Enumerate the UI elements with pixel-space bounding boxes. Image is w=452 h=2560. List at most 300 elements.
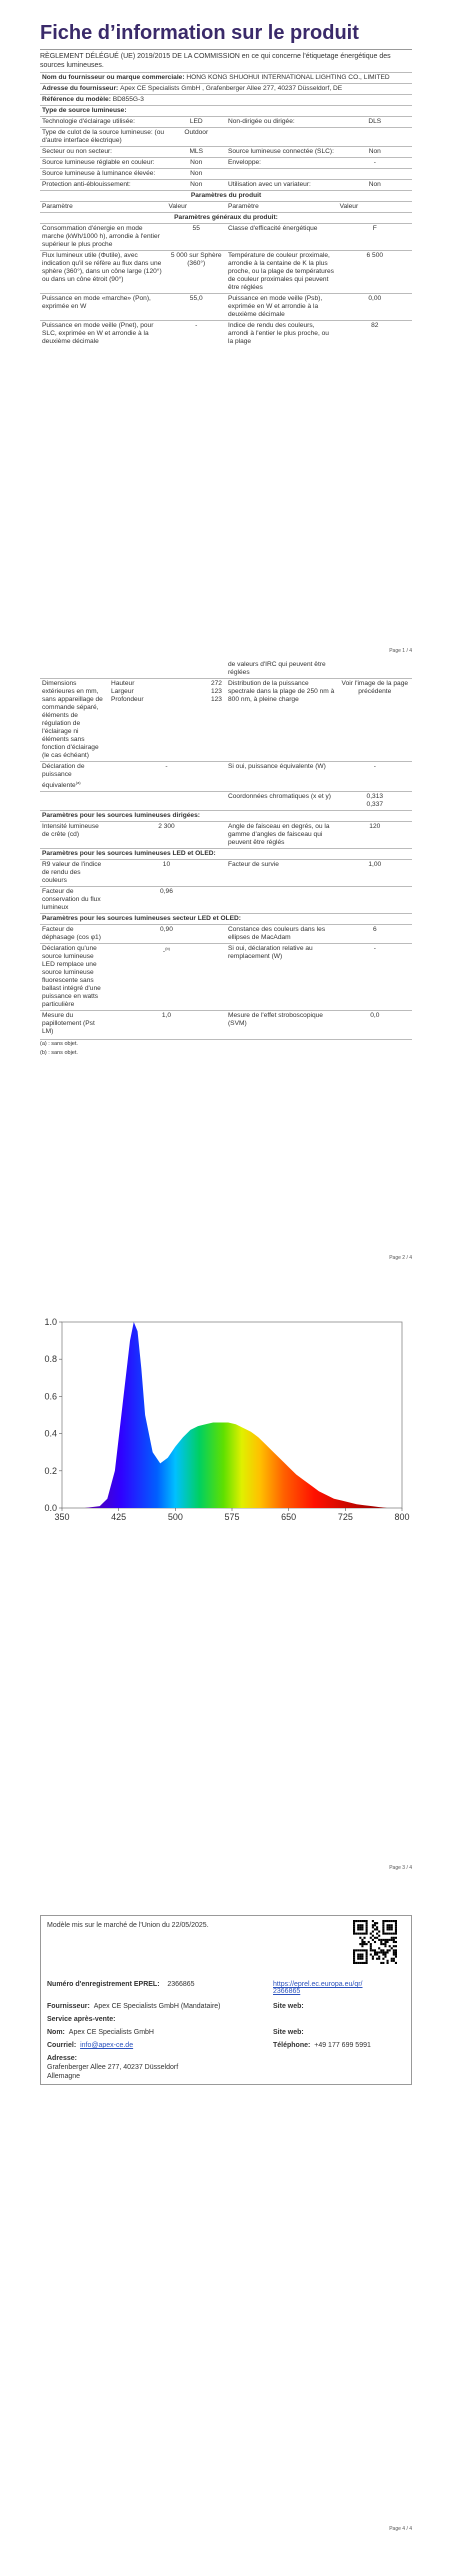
qr-cell <box>395 1949 397 1951</box>
qr-cell <box>361 1962 363 1964</box>
qr-cell <box>382 1939 384 1941</box>
qr-cell <box>363 1941 365 1943</box>
cell-text: - <box>162 948 166 956</box>
qr-cell <box>382 1958 384 1960</box>
qr-cell <box>366 1951 368 1953</box>
qr-cell <box>389 1924 391 1926</box>
cell-v1 <box>166 128 226 147</box>
cell-v1 <box>166 224 226 251</box>
params-table <box>40 190 412 347</box>
qr-cell <box>361 1939 363 1941</box>
market-date: Modèle mis sur le marché de l'Union du 22/05/2025. <box>47 1922 209 1929</box>
qr-cell <box>391 1920 393 1922</box>
qr-cell <box>387 1924 389 1926</box>
qr-cell <box>374 1941 376 1943</box>
cell-text: Technologie d'éclairage utilisée: <box>42 118 135 125</box>
qr-cell <box>382 1922 384 1924</box>
equiv-sup: (a) <box>75 780 81 785</box>
y-tick-label: 0.0 <box>44 1503 57 1513</box>
supplier-value: HONG KONG SHUOHUI INTERNATIONAL LIGHTING CO., LIMITED <box>186 74 390 81</box>
directed-header: Paramètres pour les sources lumineuses dirigées: <box>40 811 412 822</box>
qr-cell <box>361 1949 363 1951</box>
table-row <box>40 128 412 147</box>
dimension-name: Largeur <box>110 688 134 695</box>
dimension-name: Profondeur <box>110 696 144 703</box>
cell-l1 <box>40 117 166 128</box>
directed-l2: Angle de faisceau en degrés, ou la gamme d'angles de faisceau qui peuvent être réglés <box>226 822 338 849</box>
cell-v2 <box>338 860 412 887</box>
mains-header: Paramètres pour les sources lumineuses secteur LED et OLED: <box>40 914 412 925</box>
qr-cell <box>374 1951 376 1953</box>
cell-l2 <box>226 887 338 914</box>
y-tick-label: 0.2 <box>44 1465 57 1476</box>
email-label: Courriel: <box>47 2042 77 2049</box>
x-tick-label: 800 <box>394 1512 410 1522</box>
equiv-label: Déclaration de puissance équivalente <box>42 763 85 790</box>
qr-cell <box>361 1924 363 1926</box>
qr-cell <box>395 1945 397 1947</box>
cell-text: - <box>373 159 376 166</box>
qr-cell <box>384 1920 386 1922</box>
qr-cell <box>357 1956 359 1958</box>
cell-v2 <box>338 887 412 914</box>
model-label: Référence du modèle: <box>42 96 111 103</box>
cell-v2 <box>338 251 412 294</box>
qr-cell <box>391 1933 393 1935</box>
table-row <box>40 224 412 251</box>
cell-text: Mesure du papillotement (Pst LM) <box>42 1012 95 1036</box>
cell-text: 10 <box>162 861 171 869</box>
qr-cell <box>382 1951 384 1953</box>
qr-cell <box>391 1960 393 1962</box>
eprel-link[interactable]: https://eprel.ec.europa.eu/qr/2366865 <box>273 1981 363 1995</box>
qr-cell <box>391 1926 393 1928</box>
params-table-cont <box>40 660 412 1037</box>
spectral-distribution-chart <box>40 1310 412 1530</box>
qr-cell <box>366 1960 368 1962</box>
directed-v1: 2 300 <box>107 822 226 849</box>
qr-cell <box>384 1941 386 1943</box>
cell-l1 <box>40 158 166 169</box>
name-value: Apex CE Specialists GmbH <box>68 2029 154 2036</box>
qr-cell <box>353 1928 355 1930</box>
supplier-label: Fournisseur: <box>47 2003 90 2010</box>
qr-cell <box>363 1943 365 1945</box>
qr-cell <box>382 1949 384 1951</box>
qr-cell <box>382 1943 384 1945</box>
y-tick-label: 0.8 <box>44 1354 57 1365</box>
qr-cell <box>376 1937 378 1939</box>
type-header: Type de source lumineuse: <box>40 106 412 117</box>
cell-text: 1,0 <box>161 1012 172 1020</box>
equiv-l2: Si oui, puissance équivalente (W) <box>226 762 338 792</box>
cell-v1 <box>107 860 226 887</box>
cell-l2 <box>226 925 338 944</box>
qr-cell <box>389 1949 391 1951</box>
table-row <box>40 180 412 191</box>
cell-l2 <box>226 294 338 321</box>
address-line-1: Grafenberger Allee 277, 40237 Düsseldorf <box>47 2064 179 2071</box>
table-row <box>40 117 412 128</box>
qr-cell <box>384 1945 386 1947</box>
eprel-row <box>47 1981 195 1988</box>
qr-cell <box>387 1949 389 1951</box>
dimensions-table <box>109 680 224 704</box>
qr-cell <box>376 1933 378 1935</box>
cell-l1 <box>40 1011 107 1038</box>
cell-text: Non <box>190 159 203 166</box>
qr-cell <box>363 1962 365 1964</box>
cell-l2 <box>226 860 338 887</box>
qr-cell <box>357 1926 359 1928</box>
cell-v1 <box>166 294 226 321</box>
cell-text: 0,90 <box>160 926 173 934</box>
footnotes <box>40 1039 412 1058</box>
cell-l2 <box>226 147 338 158</box>
qr-cell <box>366 1930 368 1932</box>
cell-v2 <box>338 294 412 321</box>
qr-cell <box>380 1943 382 1945</box>
qr-cell <box>357 1928 359 1930</box>
qr-cell <box>363 1937 365 1939</box>
qr-cell <box>366 1949 368 1951</box>
address-label: Adresse: <box>47 2055 77 2062</box>
cell-v2 <box>338 117 412 128</box>
general-header: Paramètres généraux du produit: <box>40 213 412 224</box>
qr-cell <box>357 1962 359 1964</box>
qr-cell <box>353 1962 355 1964</box>
cell-l2 <box>226 944 338 1011</box>
qr-cell <box>389 1933 391 1935</box>
qr-cell <box>378 1956 380 1958</box>
qr-cell <box>370 1943 372 1945</box>
cell-l2 <box>226 321 338 348</box>
qr-cell <box>368 1941 370 1943</box>
cell-text: Flux lumineux utile (Φutile), avec indication qu'il se réfère au flux dans une sphère (360°), dans un cône large (120°) ou dans un cône étroit (90°) <box>42 252 162 283</box>
qr-cell <box>361 1928 363 1930</box>
empty-cell <box>40 792 226 811</box>
qr-cell <box>387 1920 389 1922</box>
cell-l1 <box>40 147 166 158</box>
qr-cell <box>353 1920 355 1922</box>
chroma-x: 0,313 <box>366 793 384 801</box>
qr-cell <box>382 1954 384 1956</box>
cell-l1 <box>40 180 166 191</box>
qr-cell <box>361 1926 363 1928</box>
cell-text: - <box>373 945 376 953</box>
qr-cell <box>366 1920 368 1922</box>
cell-text: Non <box>190 170 203 177</box>
x-tick-label: 425 <box>111 1512 127 1522</box>
cell-v2 <box>338 158 412 169</box>
qr-cell <box>372 1924 374 1926</box>
qr-cell <box>357 1949 359 1951</box>
qr-cell <box>387 1960 389 1962</box>
email-link[interactable]: info@apex-ce.de <box>80 2042 134 2049</box>
cell-text: Source lumineuse à luminance élevée: <box>42 170 156 177</box>
qr-cell <box>389 1939 391 1941</box>
footnote-b: (b) : sans objet. <box>40 1050 78 1057</box>
cell-v1 <box>166 180 226 191</box>
qr-cell <box>357 1920 359 1922</box>
name-row <box>47 2029 154 2036</box>
qr-cell <box>370 1949 372 1951</box>
cell-text: 0,96 <box>160 888 173 896</box>
qr-cell <box>395 1928 397 1930</box>
cell-text: - <box>195 322 198 329</box>
dimension-row <box>109 680 224 688</box>
qr-cell <box>361 1920 363 1922</box>
cell-text: 6 <box>372 926 377 934</box>
qr-cell <box>363 1933 365 1935</box>
cell-text: 0,0 <box>370 1012 380 1020</box>
cell-text: Déclaration qu'une source lumineuse LED remplace une source lumineuse fluorescente sans ballast intégré d'une puissance en watts particulière <box>42 945 101 1009</box>
cri-continuation: de valeurs d'IRC qui peuvent être réglées <box>227 661 326 676</box>
cell-text: Constance des couleurs dans les ellipses de MacAdam <box>227 926 326 942</box>
qr-cell <box>361 1943 363 1945</box>
dimension-value: 123 <box>210 688 222 695</box>
qr-cell <box>359 1943 361 1945</box>
qr-cell <box>389 1926 391 1928</box>
table-row <box>40 294 412 321</box>
cell-text: R9 valeur de l'indice de rendu des couleurs <box>42 861 102 885</box>
qr-cell <box>382 1928 384 1930</box>
qr-cell <box>355 1933 357 1935</box>
cell-text: Secteur ou non secteur: <box>42 148 113 155</box>
equiv-value: - <box>107 762 226 792</box>
qr-cell <box>374 1922 376 1924</box>
cell-v1 <box>107 1011 226 1038</box>
supplier-row <box>40 73 412 84</box>
cell-text: 6 500 <box>366 252 384 259</box>
qr-cell <box>387 1939 389 1941</box>
supplier-row <box>47 2003 221 2010</box>
qr-cell <box>353 1956 355 1958</box>
qr-cell <box>395 1922 397 1924</box>
table-row <box>40 1011 412 1038</box>
dimension-row <box>109 696 224 704</box>
eprel-label: Numéro d'enregistrement EPREL: <box>47 1981 160 1988</box>
cell-text: Enveloppe: <box>227 159 261 166</box>
cell-l2 <box>226 169 338 180</box>
qr-cell <box>393 1945 395 1947</box>
qr-cell <box>384 1956 386 1958</box>
qr-cell <box>393 1958 395 1960</box>
qr-cell <box>353 1930 355 1932</box>
cell-v2 <box>338 147 412 158</box>
qr-cell <box>395 1924 397 1926</box>
cell-text: 1,00 <box>368 861 382 869</box>
cell-text: Non <box>368 181 381 188</box>
qr-cell <box>393 1920 395 1922</box>
qr-cell <box>372 1958 374 1960</box>
qr-cell <box>380 1949 382 1951</box>
qr-cell <box>389 1920 391 1922</box>
cell-l2 <box>226 251 338 294</box>
cell-text: Puissance en mode veille (Pnet), pour SLC, exprimée en W et arrondie à la deuxième décimale <box>42 322 154 345</box>
phone-value: +49 177 699 5991 <box>314 2042 371 2049</box>
qr-cell <box>372 1949 374 1951</box>
type-table <box>40 116 412 190</box>
col-param-1: Paramètre <box>40 202 166 213</box>
qr-cell <box>353 1924 355 1926</box>
y-tick-label: 0.6 <box>44 1391 57 1402</box>
qr-cell <box>391 1947 393 1949</box>
qr-cell <box>378 1930 380 1932</box>
qr-cell <box>359 1958 361 1960</box>
qr-cell <box>387 1928 389 1930</box>
qr-cell <box>370 1933 372 1935</box>
service-header: Service après-vente: <box>47 2016 116 2023</box>
qr-cell <box>357 1954 359 1956</box>
qr-cell <box>355 1962 357 1964</box>
cell-text: LED <box>189 118 203 125</box>
qr-cell <box>359 1933 361 1935</box>
x-tick-label: 725 <box>337 1512 353 1522</box>
cell-text: 82 <box>371 322 379 329</box>
page-number-2: Page 2 / 4 <box>389 1255 412 1261</box>
cell-text: Protection anti-éblouissement: <box>42 181 131 188</box>
cell-v1 <box>107 887 226 914</box>
qr-cell <box>389 1928 391 1930</box>
cell-text: Non-dirigée ou dirigée: <box>227 118 295 125</box>
qr-code-icon <box>353 1920 397 1964</box>
site2-label: Site web: <box>273 2029 304 2036</box>
qr-cell <box>359 1949 361 1951</box>
led-header: Paramètres pour les sources lumineuses LED et OLED: <box>40 849 412 860</box>
qr-cell <box>384 1954 386 1956</box>
qr-cell <box>378 1951 380 1953</box>
chroma-values <box>338 792 412 811</box>
qr-cell <box>395 1930 397 1932</box>
cell-text: Consommation d'énergie en mode marche (kWh/1000 h), arrondie à l'entier supérieur le plus proche <box>42 225 160 248</box>
cell-sup: (b) <box>165 946 171 952</box>
cell-text: MLS <box>189 148 203 155</box>
qr-cell <box>353 1922 355 1924</box>
qr-cell <box>376 1922 378 1924</box>
qr-cell <box>361 1945 363 1947</box>
cell-v2 <box>338 944 412 1011</box>
page-number-1: Page 1 / 4 <box>389 648 412 654</box>
qr-cell <box>387 1962 389 1964</box>
qr-cell <box>382 1962 384 1964</box>
qr-cell <box>361 1933 363 1935</box>
dimension-value: 123 <box>210 696 222 703</box>
table-row <box>40 321 412 348</box>
cell-l1 <box>40 128 166 147</box>
qr-cell <box>366 1922 368 1924</box>
qr-cell <box>372 1935 374 1937</box>
cell-l1 <box>40 887 107 914</box>
cell-text: Si oui, déclaration relative au remplacement (W) <box>227 945 313 961</box>
qr-cell <box>395 1954 397 1956</box>
footnote-a: (a) : sans objet. <box>40 1041 78 1048</box>
qr-cell <box>366 1933 368 1935</box>
model-value: BD855G-3 <box>112 96 144 103</box>
qr-cell <box>376 1928 378 1930</box>
qr-cell <box>353 1951 355 1953</box>
qr-cell <box>395 1920 397 1922</box>
table-row <box>40 147 412 158</box>
qr-cell <box>389 1945 391 1947</box>
qr-cell <box>372 1956 374 1958</box>
cell-v1 <box>107 925 226 944</box>
cell-text: Indice de rendu des couleurs, arrondi à l'entier le plus proche, ou la plage <box>227 322 329 345</box>
qr-cell <box>374 1928 376 1930</box>
cell-text: Puissance en mode veille (Psb), exprimée en W et arrondie à la deuxième décimale <box>227 295 323 318</box>
qr-cell <box>393 1960 395 1962</box>
cell-text: Facteur de déphasage (cos φ1) <box>42 926 101 942</box>
qr-cell <box>395 1956 397 1958</box>
qr-cell <box>393 1954 395 1956</box>
page-3 <box>40 1310 412 1535</box>
y-tick-label: 0.4 <box>44 1428 57 1439</box>
qr-cell <box>366 1943 368 1945</box>
qr-cell <box>378 1947 380 1949</box>
qr-cell <box>353 1949 355 1951</box>
qr-cell <box>353 1933 355 1935</box>
qr-cell <box>393 1949 395 1951</box>
qr-cell <box>361 1941 363 1943</box>
qr-cell <box>355 1920 357 1922</box>
supplier-label: Nom du fournisseur ou marque commerciale: <box>42 74 185 81</box>
qr-cell <box>378 1939 380 1941</box>
qr-cell <box>387 1933 389 1935</box>
qr-cell <box>359 1956 361 1958</box>
qr-cell <box>357 1924 359 1926</box>
qr-cell <box>361 1956 363 1958</box>
x-tick-label: 500 <box>167 1512 183 1522</box>
cell-v1 <box>166 117 226 128</box>
params-header: Paramètres du produit <box>40 191 412 202</box>
qr-cell <box>395 1937 397 1939</box>
table-row <box>40 169 412 180</box>
qr-cell <box>395 1926 397 1928</box>
email-row <box>47 2042 133 2049</box>
qr-cell <box>359 1926 361 1928</box>
qr-cell <box>361 1954 363 1956</box>
page-1 <box>40 22 412 347</box>
empty-cell <box>338 660 412 679</box>
qr-cell <box>393 1939 395 1941</box>
cell-text: 0,00 <box>368 295 382 302</box>
cell-v1 <box>166 158 226 169</box>
qr-cell <box>378 1958 380 1960</box>
cell-text: Utilisation avec un variateur: <box>227 181 311 188</box>
qr-cell <box>393 1941 395 1943</box>
cell-v2 <box>338 128 412 147</box>
spectral-curve-area <box>85 1322 387 1508</box>
model-row <box>40 95 412 106</box>
cell-text: Outdoor <box>184 129 209 136</box>
cell-text: Température de couleur proximale, arrondie à la centaine de K la plus proche, ou la plage de températures de couleur proximales qui peuvent être réglées <box>227 252 334 291</box>
cell-text: Mesure de l'effet stroboscopique (SVM) <box>227 1012 323 1028</box>
cell-v2 <box>338 925 412 944</box>
col-value-2: Valeur <box>338 202 412 213</box>
supplier-value: Apex CE Specialists GmbH (Mandataire) <box>93 2003 221 2010</box>
qr-cell <box>357 1933 359 1935</box>
qr-cell <box>387 1926 389 1928</box>
cell-l2 <box>226 117 338 128</box>
cell-l2 <box>226 128 338 147</box>
cell-v1 <box>107 944 226 1011</box>
qr-cell <box>366 1958 368 1960</box>
qr-cell <box>366 1926 368 1928</box>
address-label: Adresse du fournisseur: <box>42 85 119 92</box>
cell-text: Non <box>368 148 381 155</box>
cell-v1 <box>166 251 226 294</box>
qr-cell <box>391 1937 393 1939</box>
